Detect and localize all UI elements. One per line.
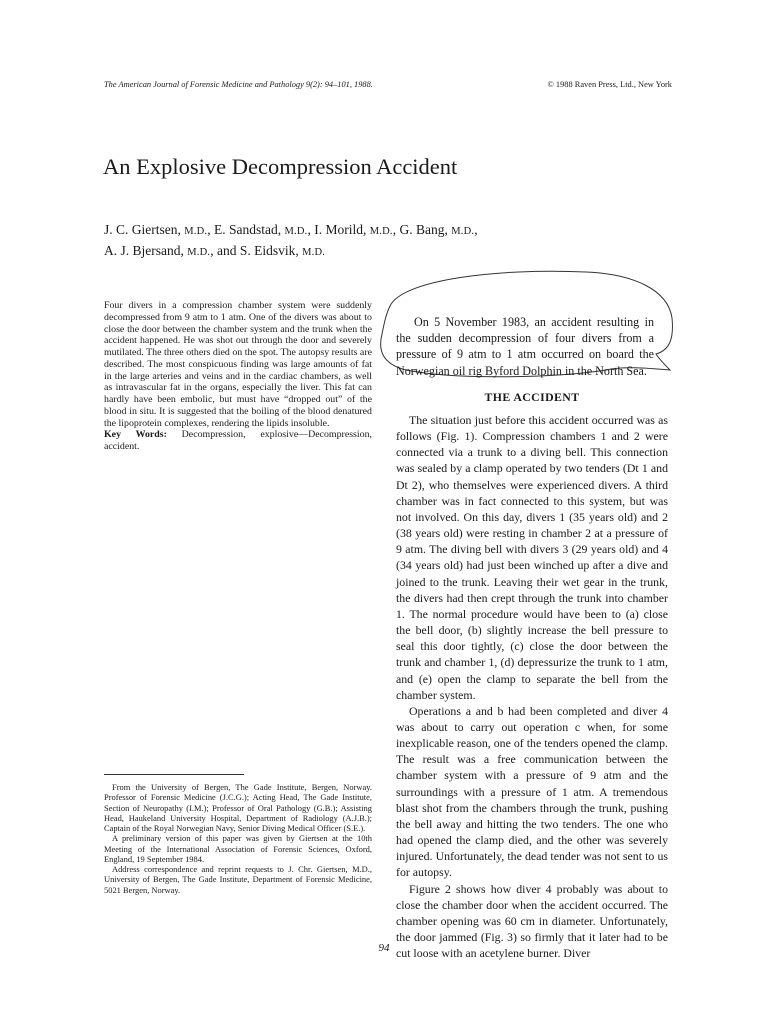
- author-line-1: [104, 220, 664, 241]
- author-separator: ,: [474, 222, 478, 237]
- author-line-2: [104, 241, 664, 262]
- journal-citation: The American Journal of Forensic Medicine and Pathology 9(2): 94–101, 1988.: [104, 80, 373, 89]
- author-degree: M.D.: [451, 226, 475, 237]
- article-title: An Explosive Decompression Accident: [103, 154, 458, 179]
- footnote-affiliations: From the University of Bergen, The Gade Institute, Bergen, Norway. Professor of Forensic Medicine (J.C.G.); Acting Head, The Gade Institute, Section of Neuropathy (I.M.); Professor of Oral Pathology (G.B.); Assisting Head, Haukeland University Hospital, Department of Radiology (A.J.B.); Captain of the Royal Norwegian Navy, Senior Diving Medical Officer (S.E.).: [104, 782, 372, 833]
- author-name: , E. Sandstad,: [207, 222, 285, 237]
- author-degree: M.D.: [284, 226, 308, 237]
- intro-callout: [376, 266, 678, 386]
- body-paragraph: Operations a and b had been completed and diver 4 was about to carry out operation c when, for some inexplicable reason, one of the tenders opened the clamp. The result was a free communication between the chamber system with a pressure of 9 atm and the surroundings with a pressure of 1 atm. A tremendous blast shot from the chambers through the trunk, pushing the bell away and hitting the two tenders. The one who had opened the clamp died, and the other was severely injured. Unfortunately, the dead tender was not sent to us for autopsy.: [396, 703, 668, 880]
- copyright-notice: © 1988 Raven Press, Ltd., New York: [547, 80, 672, 89]
- body-paragraph: The situation just before this accident occurred was as follows (Fig. 1). Compression chambers 1 and 2 were connected via a trunk to a diving bell. This connection was sealed by a clamp operated by two tenders (Dt 1 and Dt 2), who themselves were experienced divers. A third chamber was in fact connected to this system, but was not involved. On this day, divers 1 (35 years old) and 2 (38 years old) were resting in chamber 2 at a pressure of 9 atm. The diving bell with divers 3 (29 years old) and 4 (34 years old) had just been winched up after a dive and joined to the trunk. Leaving their wet gear in the trunk, the divers had then crept through the trunk into chamber 1. The normal procedure would have been to (a) close the bell door, (b) slightly increase the bell pressure to seal this door tightly, (c) close the door between the trunk and chamber 1, (d) depressurize the trunk to 1 atm, and (e) open the clamp to separate the bell from the chamber system.: [396, 413, 668, 702]
- author-degree: M.D.: [302, 247, 326, 258]
- author-degree: M.D.: [187, 247, 211, 258]
- author-degree: M.D.: [369, 226, 393, 237]
- abstract: [104, 300, 372, 453]
- footnote-divider: [104, 774, 244, 775]
- page-number: 94: [378, 942, 390, 954]
- author-name: , and S. Eidsvik,: [210, 243, 303, 258]
- author-name: J. C. Giertsen,: [104, 222, 185, 237]
- author-name: A. J. Bjersand,: [104, 243, 188, 258]
- keywords-text: Decompression, explosive—Decompression, accident.: [104, 429, 372, 452]
- author-degree: M.D.: [184, 226, 208, 237]
- body-paragraph: Figure 2 shows how diver 4 probably was about to close the chamber door when the accident occurred. The chamber opening was 60 cm in diameter. Unfortunately, the door jammed (Fig. 3) so firmly that it later had to be cut loose with an acetylene burner. Diver: [396, 881, 668, 961]
- footnotes: [104, 782, 372, 895]
- author-name: , G. Bang,: [392, 222, 452, 237]
- section-heading-accident: THE ACCIDENT: [484, 390, 580, 404]
- author-name: , I. Morild,: [307, 222, 370, 237]
- footnote-address: Address correspondence and reprint requests to J. Chr. Giertsen, M.D., University of Bergen, The Gade Institute, Department of Forensic Medicine, 5021 Bergen, Norway.: [104, 864, 372, 895]
- author-list: [104, 220, 664, 262]
- abstract-text: Four divers in a compression chamber system were suddenly decompressed from 9 atm to 1 atm. One of the divers was about to close the door between the chamber system and the trunk when the accident happened. He was shot out through the door and severely mutilated. The three others died on the spot. The autopsy results are described. The most conspicuous finding was large amounts of fat in the large arteries and veins and in the cardiac chambers, as well as intravascular fat in the organs, especially the liver. This fat can hardly have been embolic, but must have “dropped out” of the blood in situ. It is suggested that the boiling of the blood denatured the lipoprotein complexes, rendering the lipids insoluble.: [104, 300, 372, 429]
- keywords-label: Key Words:: [104, 429, 167, 441]
- intro-paragraph: [396, 314, 654, 379]
- footnote-preliminary: A preliminary version of this paper was given by Giertsen at the 10th Meeting of the International Association of Forensic Sciences, Oxford, England, 19 September 1984.: [104, 833, 372, 864]
- intro-text: On 5 November 1983, an accident resulting in the sudden decompression of four divers from a pressure of 9 atm to 1 atm occurred on board the Norwegian oil rig Byford Dolphin in the North Sea.: [396, 315, 654, 378]
- body-column: [396, 412, 668, 961]
